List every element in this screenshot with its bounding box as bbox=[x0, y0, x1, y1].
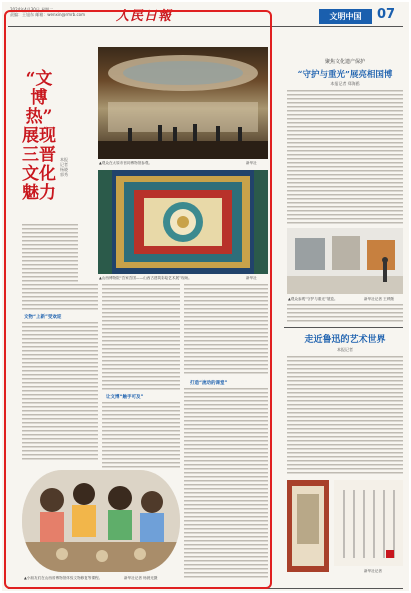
photo1-credit: 新华社 bbox=[246, 161, 257, 165]
right-article-byline: 本报记者 郑海鸥 bbox=[330, 81, 360, 86]
subhead-1: 文物“上新”受欢迎 bbox=[24, 315, 62, 320]
photo2-caption: ▲山西博物院“吾家吾国——山西古建筑彩绘艺术展”现场。 bbox=[99, 276, 192, 280]
right-article-text bbox=[287, 90, 403, 224]
right-photo-credit: 新华社记者 王烨摄 bbox=[364, 297, 394, 301]
right-article2-title: 走近鲁迅的艺术世界 bbox=[304, 335, 386, 345]
subhead-3: 打造“流动的课堂” bbox=[190, 381, 228, 386]
editor-line: 责编：王旭东 邮箱：wenxin@rmrb.com bbox=[10, 12, 86, 17]
right-article2-byline: 本报记者 bbox=[337, 347, 353, 352]
right-divider bbox=[284, 327, 403, 328]
right-kicker: 聚焦文化遗产保护 bbox=[324, 59, 365, 65]
photo3-caption: ▲小朋友们在山西省博物馆体验文物修复等课程。 bbox=[24, 576, 103, 580]
right-photo2-credit: 新华社记者 bbox=[364, 569, 382, 573]
newspaper-logo: 人民日報 bbox=[116, 9, 173, 24]
highlight-box bbox=[4, 10, 272, 589]
issue-date: 2024年4月30日 星期二 bbox=[10, 7, 54, 12]
main-byline: 本报记者 杨晓 郭秀 bbox=[60, 157, 68, 177]
right-article-title: “守护与重光”展亮相国博 bbox=[297, 70, 393, 80]
artwork-photo-left bbox=[287, 480, 329, 572]
photo3-credit: 新华社记者 杨晨光摄 bbox=[124, 576, 158, 580]
right-photo-caption: ▲观众参观“守护与重光”展览。 bbox=[288, 297, 338, 301]
exhibition-photo bbox=[287, 228, 403, 294]
right-article2-text bbox=[287, 356, 403, 474]
headline-line: 展现三晋 bbox=[22, 126, 56, 165]
headline-line: 文化魅力 bbox=[22, 164, 56, 203]
right-article-tail bbox=[287, 304, 403, 322]
page-number: 07 bbox=[377, 7, 396, 22]
subhead-2: 让文博“触手可及” bbox=[106, 395, 144, 400]
section-tab: 文明中国 bbox=[319, 9, 372, 24]
artwork-photo-right bbox=[334, 480, 403, 566]
headline-line: “文博热” bbox=[25, 69, 53, 127]
photo1-caption: ▲观众在太原市晋祠博物馆参观。 bbox=[99, 161, 153, 165]
photo2-credit: 新华社 bbox=[246, 276, 257, 280]
